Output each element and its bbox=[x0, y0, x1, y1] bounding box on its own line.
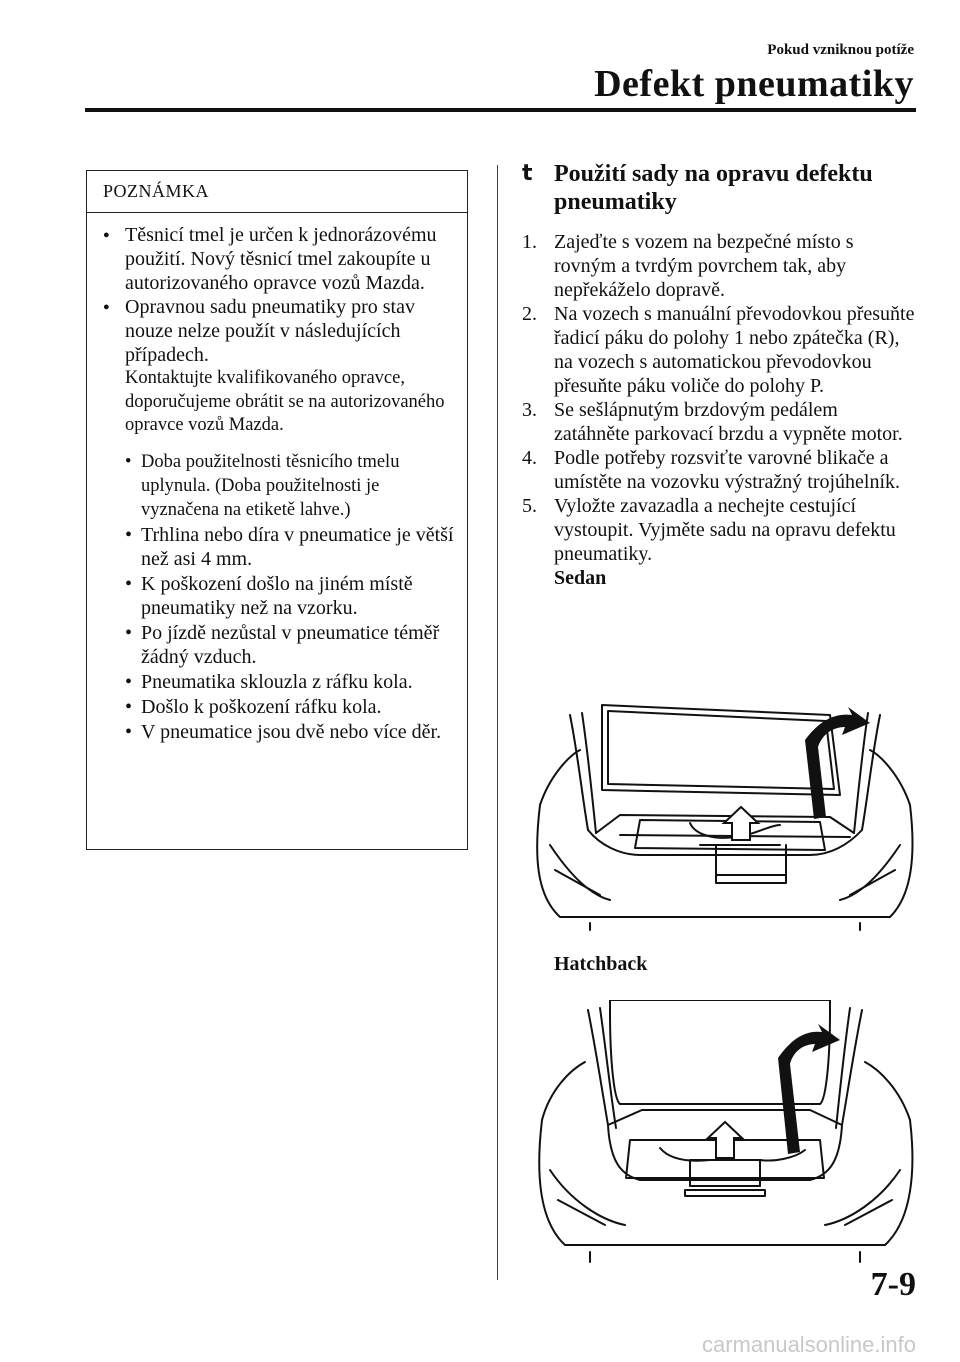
section-heading-text: Použití sady na opravu defektu pneumatiky bbox=[554, 161, 873, 215]
header-rule bbox=[85, 108, 916, 112]
step-item bbox=[518, 230, 918, 302]
note-box bbox=[86, 170, 468, 850]
note-title: POZNÁMKA bbox=[87, 171, 467, 213]
note-body bbox=[87, 213, 467, 744]
case-item: • Došlo k poškození ráfku kola. bbox=[125, 695, 455, 719]
note-item-subnote: Kontaktujte kvalifikovaného opravce, doporučujeme obrátit se na autorizovaného opravce vozů Mazda. bbox=[125, 368, 445, 435]
step-number: 4. bbox=[522, 447, 537, 469]
column-divider bbox=[497, 165, 498, 1280]
variant-label-hatchback: Hatchback bbox=[554, 953, 648, 975]
section-heading bbox=[518, 160, 918, 216]
note-item bbox=[103, 295, 455, 438]
hatchback-trunk-illustration bbox=[530, 1000, 920, 1268]
note-item-text: Opravnou sadu pneumatiky pro stav nouze nelze použít v následujících případech. bbox=[125, 296, 415, 366]
sedan-trunk-illustration bbox=[530, 695, 920, 940]
step-item bbox=[518, 494, 918, 566]
right-column bbox=[518, 160, 918, 590]
step-number: 1. bbox=[522, 231, 537, 253]
note-item bbox=[103, 223, 455, 295]
step-text: Se sešlápnutým brzdovým pedálem zatáhněte parkovací brzdu a vypněte motor. bbox=[554, 399, 903, 445]
step-text: Podle potřeby rozsviťte varovné blikače a umístěte na vozovku výstražný trojúhelník. bbox=[554, 447, 901, 493]
cases-list bbox=[103, 450, 455, 744]
step-text: Vyložte zavazadla a nechejte cestující vystoupit. Vyjměte sadu na opravu defektu pneumatiky. bbox=[554, 495, 896, 565]
page-number: 7-9 bbox=[870, 1266, 916, 1303]
case-item: • Trhlina nebo díra v pneumatice je větší než asi 4 mm. bbox=[125, 523, 455, 571]
case-item: • Po jízdě nezůstal v pneumatice téměř žádný vzduch. bbox=[125, 621, 455, 669]
step-number: 2. bbox=[522, 303, 537, 325]
case-item: • Doba použitelnosti těsnicího tmelu uplynula. (Doba použitelnosti je vyznačena na etiketě lahve.) bbox=[125, 450, 455, 522]
step-item bbox=[518, 302, 918, 398]
note-item-text: Těsnicí tmel je určen k jednorázovému použití. Nový těsnicí tmel zakoupíte u autorizovaného opravce vozů Mazda. bbox=[125, 224, 437, 294]
section-marker-icon: t bbox=[522, 161, 533, 186]
header-title: Defekt pneumatiky bbox=[594, 63, 914, 105]
header-section: Pokud vzniknou potíže bbox=[767, 42, 914, 58]
step-text: Na vozech s manuální převodovkou přesuňte řadicí páku do polohy 1 nebo zpátečka (R), na vozech s automatickou převodovkou přesuňte páku voliče do polohy P. bbox=[554, 303, 915, 397]
step-item bbox=[518, 398, 918, 446]
step-item bbox=[518, 446, 918, 494]
step-number: 3. bbox=[522, 399, 537, 421]
steps-list bbox=[518, 230, 918, 590]
step-number: 5. bbox=[522, 495, 537, 517]
case-item: • V pneumatice jsou dvě nebo více děr. bbox=[125, 720, 455, 744]
step-text: Zajeďte s vozem na bezpečné místo s rovným a tvrdým povrchem tak, aby nepřekáželo dopravě. bbox=[554, 231, 854, 301]
variant-label-sedan: Sedan bbox=[554, 567, 607, 589]
watermark: carmanualsonline.info bbox=[701, 1332, 916, 1357]
case-item: • K poškození došlo na jiném místě pneumatiky než na vzorku. bbox=[125, 572, 455, 620]
case-item: • Pneumatika sklouzla z ráfku kola. bbox=[125, 670, 455, 694]
